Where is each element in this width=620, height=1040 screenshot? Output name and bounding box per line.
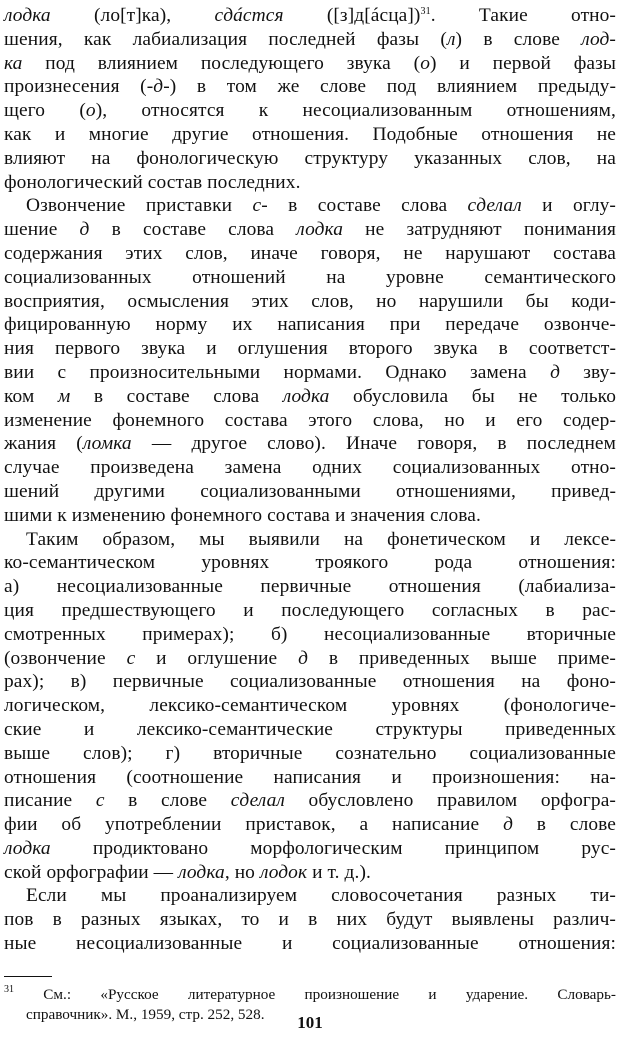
text-line: шими к изменению фонемного состава и значения слова. bbox=[4, 504, 481, 526]
text-line: ка под влиянием последующего звука (о) и первой фазы bbox=[4, 52, 617, 74]
text-line: влияют на фонологическую структуру указанных слов, на bbox=[4, 147, 616, 169]
footnote-line: справочник». М., 1959, стр. 252, 528. bbox=[26, 1006, 265, 1023]
text-line: шения, как лабиализация последней фазы (л) в слове лод- bbox=[4, 28, 616, 50]
text-line: как и многие другие отношения. Подобные отношения не bbox=[4, 123, 616, 145]
text-line: фонологический состав последних. bbox=[4, 171, 301, 193]
footnote-reference: 31 bbox=[420, 6, 431, 17]
text-line: Таким образом, мы выявили на фонетическом и лексе- bbox=[26, 528, 616, 550]
text-line: произнесения (-д-) в том же слове под влиянием предыду- bbox=[4, 76, 616, 98]
footnote-line: $^{31}$ См.: «Русское литературное произношение и ударение. Словарь- bbox=[4, 984, 616, 1003]
text-line: ные несоциализованные и социализованные отношения: bbox=[4, 933, 616, 955]
text-line: вии с произносительными нормами. Однако замена д зву- bbox=[4, 361, 617, 383]
text-line: рах); в) первичные социализованные отношения на фоно- bbox=[4, 671, 616, 693]
footnote-divider bbox=[4, 976, 52, 977]
main-text bbox=[4, 4, 616, 956]
text-line: (озвончение с и оглушение д в приведенных выше приме- bbox=[4, 647, 616, 669]
text-line: ция предшествующего и последующего согласных в рас- bbox=[4, 599, 616, 621]
text-line: отношения (соотношение написания и произношения: на- bbox=[4, 766, 616, 788]
text-line: изменение фонемного состава этого слова, но и его содер- bbox=[4, 409, 616, 431]
text-line: ком м в составе слова лодка обусловила бы не только bbox=[4, 385, 616, 407]
text-line: Озвончение приставки с- в составе слова сделал и оглу- bbox=[26, 195, 616, 217]
text-line: смотренных примерах); б) несоциализованные вторичные bbox=[4, 623, 616, 645]
text-line: ские и лексико-семантические структуры приведенных bbox=[4, 718, 616, 740]
text-line: случае произведена замена одних социализованных отно- bbox=[4, 457, 616, 479]
text-line: жания (ломка — другое слово). Иначе говоря, в последнем bbox=[4, 433, 616, 455]
text-line: выше слов); г) вторичные сознательно социализованные bbox=[4, 742, 616, 764]
page-number: 101 bbox=[297, 1013, 323, 1032]
text-line: шений другими социализованными отношениями, привед- bbox=[4, 480, 616, 502]
text-line: Если мы проанализируем словосочетания разных ти- bbox=[26, 885, 616, 907]
text-line: ской орфографии — лодка, но лодок и т. д.). bbox=[4, 861, 371, 883]
text-line: ния первого звука и оглушения второго звука в соответст- bbox=[4, 338, 616, 360]
text-line: содержания этих слов, иначе говоря, не нарушают состава bbox=[4, 242, 616, 264]
text-line: социализованных отношений на уровне семантического bbox=[4, 266, 616, 288]
text-line: фии об употреблении приставок, а написание д в слове bbox=[4, 814, 616, 836]
text-line: восприятия, осмысления этих слов, но нарушили бы коди- bbox=[4, 290, 616, 312]
page-body bbox=[4, 4, 616, 956]
text-line: лодка (ло[т]ка), сдáстся ([з]д[áсца])$^{31}$. Такие отно- bbox=[4, 5, 616, 26]
text-line: щего (о), относятся к несоциализованным отношениям, bbox=[4, 100, 617, 122]
text-line: фицированную норму их написания при передаче озвонче- bbox=[4, 314, 616, 336]
text-line: шение д в составе слова лодка не затрудняют понимания bbox=[4, 219, 616, 241]
text-line: а) несоциализованные первичные отношения (лабиализа- bbox=[4, 576, 616, 598]
text-line: лодка продиктовано морфологическим принципом рус- bbox=[4, 837, 616, 859]
text-line: пов в разных языках, то и в них будут выявлены различ- bbox=[4, 909, 616, 931]
text-line: писание с в слове сделал обусловлено правилом орфогра- bbox=[4, 790, 616, 812]
text-line: ко-семантическом уровнях троякого рода отношения: bbox=[4, 552, 616, 574]
text-line: логическом, лексико-семантическом уровнях (фонологиче- bbox=[4, 695, 616, 717]
footnote-marker: 31 bbox=[4, 984, 14, 995]
